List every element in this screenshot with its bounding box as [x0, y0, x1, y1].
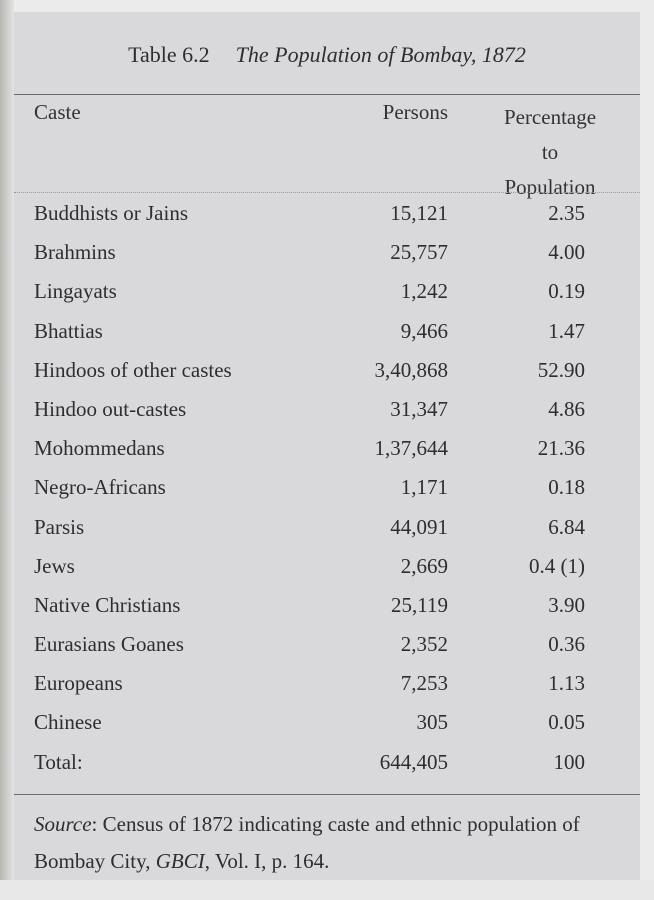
row-caste: Mohommedans — [34, 436, 165, 461]
row-persons: 31,347 — [390, 396, 448, 421]
row-persons: 644,405 — [379, 749, 448, 774]
row-caste: Jews — [34, 553, 75, 578]
table-row — [14, 707, 640, 746]
table-number: Table 6.2 — [128, 42, 210, 67]
percentage-header-line: to — [541, 140, 559, 164]
row-percentage: 100 — [553, 749, 585, 774]
row-persons: 15,121 — [390, 201, 448, 225]
row-persons: 2,669 — [400, 553, 448, 578]
row-caste: Bhattias — [34, 318, 103, 343]
table-row — [14, 472, 640, 511]
table-row — [14, 551, 640, 590]
table-panel — [14, 12, 640, 880]
table-row — [14, 394, 640, 433]
row-caste: Hindoos of other castes — [34, 357, 232, 382]
header-bottom-rule — [14, 192, 640, 193]
row-persons: 1,37,644 — [374, 436, 448, 461]
row-percentage: 3.90 — [548, 592, 585, 617]
row-persons: 2,352 — [400, 632, 448, 657]
row-caste: Buddhists or Jains — [34, 201, 189, 225]
row-persons: 44,091 — [390, 514, 448, 539]
row-percentage: 2.35 — [548, 201, 585, 225]
row-percentage: 0.19 — [548, 279, 585, 304]
row-caste: Parsis — [34, 514, 85, 539]
table-row — [14, 355, 640, 394]
table-row — [14, 512, 640, 551]
row-percentage: 52.90 — [537, 357, 585, 382]
source-gbci: GBCI — [155, 849, 205, 873]
row-persons: 9,466 — [400, 318, 448, 343]
row-caste: Chinese — [34, 710, 102, 735]
column-header-persons: Persons — [382, 100, 448, 124]
row-percentage: 4.00 — [548, 240, 585, 265]
column-header-caste: Caste — [34, 100, 81, 124]
row-persons: 25,119 — [391, 592, 448, 617]
percentage-header-line: Percentage — [503, 105, 597, 129]
table-row — [14, 276, 640, 315]
row-persons: 1,242 — [400, 279, 448, 304]
table-caption — [14, 42, 640, 68]
page-shadow — [0, 0, 14, 900]
table-row — [14, 198, 640, 237]
row-persons: 305 — [416, 710, 448, 735]
page-margin — [0, 880, 654, 900]
row-percentage: 0.4 (1) — [529, 553, 585, 578]
table-row — [14, 316, 640, 355]
source-note — [34, 806, 624, 880]
row-caste: Hindoo out-castes — [34, 396, 187, 421]
table-row — [14, 433, 640, 472]
header-top-rule — [14, 94, 640, 95]
source-label: Source — [34, 812, 92, 836]
row-caste: Lingayats — [34, 279, 117, 304]
row-persons: 7,253 — [400, 671, 448, 696]
row-percentage: 6.84 — [548, 514, 585, 539]
row-caste: Negro-Africans — [34, 475, 166, 500]
row-persons: 3,40,868 — [374, 357, 448, 382]
row-percentage: 0.18 — [548, 475, 585, 500]
table-title: The Population of Bombay, 1872 — [235, 42, 526, 67]
total-row — [14, 747, 640, 786]
row-caste: Brahmins — [34, 240, 116, 265]
percentage-header-line: Population — [504, 175, 596, 199]
row-caste: Native Christians — [34, 592, 181, 617]
row-persons: 25,757 — [390, 240, 448, 265]
source-text: : Census of 1872 indicating caste and ethnic population of Bombay City, — [34, 812, 580, 873]
row-percentage: 21.36 — [537, 436, 585, 461]
row-caste: Eurasians Goanes — [34, 632, 184, 657]
table-body — [14, 198, 640, 786]
table-row — [14, 590, 640, 629]
table-row — [14, 629, 640, 668]
row-percentage: 1.47 — [548, 318, 585, 343]
table-row — [14, 668, 640, 707]
row-persons: 1,171 — [400, 475, 448, 500]
footer-rule — [14, 794, 640, 795]
column-header-percentage — [484, 100, 616, 205]
row-caste: Total: — [34, 749, 83, 774]
table-row — [14, 237, 640, 276]
source-text-end: , Vol. I, p. 164. — [204, 849, 330, 873]
row-percentage: 4.86 — [548, 396, 585, 421]
row-percentage: 1.13 — [548, 671, 585, 696]
row-percentage: 0.36 — [548, 632, 585, 657]
row-caste: Europeans — [34, 671, 123, 696]
row-percentage: 0.05 — [548, 710, 585, 735]
